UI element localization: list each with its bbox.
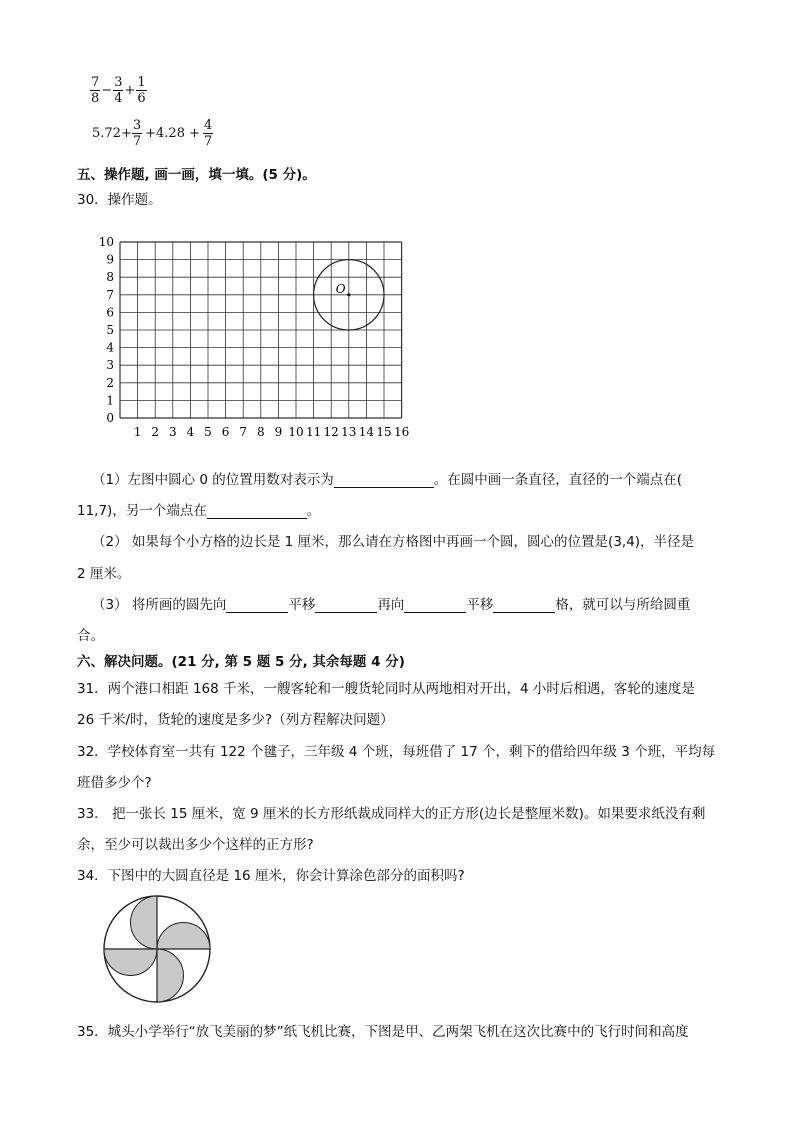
x-tick-label: 10 (288, 425, 304, 439)
x-tick-label: 8 (256, 425, 265, 439)
x-tick-label: 7 (239, 425, 248, 439)
answer-blank[interactable] (315, 598, 377, 613)
x-tick-label: 6 (221, 425, 230, 439)
x-tick-label: 5 (204, 425, 212, 439)
answer-blank[interactable] (334, 473, 434, 488)
fraction: $\frac{3}{7}$ (132, 118, 142, 149)
q30-part-2-line-1: （2） 如果每个小方格的边长是 1 厘米，那么请在方格图中再画一个圆，圆心的位置是(3,4)，半径是 (92, 534, 695, 550)
x-tick-label: 12 (323, 425, 339, 439)
x-tick-label: 11 (305, 425, 322, 439)
grid-lines (120, 242, 402, 418)
expression-2 (92, 119, 213, 148)
x-tick-label: 15 (376, 425, 392, 439)
y-tick-label: 1 (106, 393, 114, 408)
y-tick-label: 0 (106, 411, 114, 425)
pinwheel-circle-figure (100, 892, 214, 1006)
y-tick-label: 6 (106, 305, 114, 320)
question-33-line-2: 余，至少可以裁出多少个这样的正方形? (77, 837, 314, 853)
question-30-title: 30．操作题。 (77, 192, 162, 208)
x-axis-labels (134, 425, 409, 439)
q30-part-1-line-1: （1）左图中圆心 0 的位置用数对表示为 。在圆中画一条直径，直径的一个端点在( (92, 472, 683, 488)
expr-term: 5.72+ (92, 126, 132, 141)
question-32-line-2: 班借多少个? (77, 775, 152, 791)
y-tick-label: 8 (106, 270, 114, 285)
circle-center-label: O (335, 281, 346, 296)
section-6-heading: 六、解决问题。(21 分, 第 5 题 5 分, 其余每题 4 分) (77, 654, 405, 670)
y-tick-label: 10 (98, 235, 114, 249)
fraction: $\frac{3}{4}$ (114, 75, 123, 106)
operator: + (124, 83, 136, 98)
y-tick-label: 3 (106, 358, 114, 373)
expr-term: +4.28 + (145, 126, 200, 141)
expression-1 (90, 76, 147, 105)
question-32-line-1: 32．学校体育室一共有 122 个毽子，三年级 4 个班，每班借了 17 个，剩下的借给四年级 3 个班，平均每 (77, 744, 716, 760)
x-tick-label: 13 (341, 425, 357, 439)
fraction: $\frac{1}{6}$ (137, 75, 146, 106)
fraction: $\frac{4}{7}$ (204, 118, 213, 149)
y-axis-labels (99, 235, 115, 425)
answer-blank[interactable] (493, 598, 555, 613)
x-tick-label: 14 (358, 425, 375, 439)
question-33-line-1: 33． 把一张长 15 厘米，宽 9 厘米的长方形纸裁成同样大的正方形(边长是整厘米数)。如果要求纸没有剩 (77, 806, 706, 822)
question-34: 34．下图中的大圆直径是 16 厘米，你会计算涂色部分的面积吗? (77, 868, 465, 884)
coordinate-grid-figure (96, 228, 426, 450)
x-tick-label: 1 (133, 425, 142, 439)
y-tick-label: 7 (106, 287, 114, 302)
x-tick-label: 4 (186, 425, 195, 439)
circle-center-dot (347, 293, 350, 296)
answer-blank[interactable] (226, 598, 288, 613)
question-35: 35．城头小学举行“放飞美丽的梦”纸飞机比赛，下图是甲、乙两架飞机在这次比赛中的飞行时间和高度 (77, 1024, 689, 1040)
q30-part-3-line-1: （3） 将所画的圆先向 平移 再向 平移 格，就可以与所给圆重 (92, 597, 691, 613)
y-tick-label: 5 (106, 323, 114, 337)
answer-blank[interactable] (207, 504, 307, 519)
answer-blank[interactable] (404, 598, 466, 613)
x-tick-label: 9 (274, 425, 283, 439)
q30-part-1-line-2: 11,7)，另一个端点在 。 (77, 503, 321, 519)
section-5-heading: 五、操作题, 画一画，填一填。(5 分)。 (77, 167, 316, 183)
question-31-line-1: 31．两个港口相距 168 千米，一艘客轮和一艘货轮同时从两地相对开出，4 小时后相遇，客轮的速度是 (77, 681, 695, 697)
x-tick-label: 3 (168, 425, 177, 439)
operator: − (101, 83, 113, 98)
q30-part-2-line-2: 2 厘米。 (77, 566, 131, 582)
q30-part-3-line-2: 合。 (77, 628, 104, 644)
x-tick-label: 16 (393, 425, 410, 439)
y-tick-label: 4 (106, 340, 114, 355)
fraction: $\frac{7}{8}$ (91, 75, 100, 106)
y-tick-label: 2 (106, 375, 114, 390)
question-31-line-2: 26 千米/时，货轮的速度是多少?（列方程解决问题） (77, 712, 394, 728)
x-tick-label: 2 (151, 425, 160, 439)
y-tick-label: 9 (106, 252, 114, 267)
